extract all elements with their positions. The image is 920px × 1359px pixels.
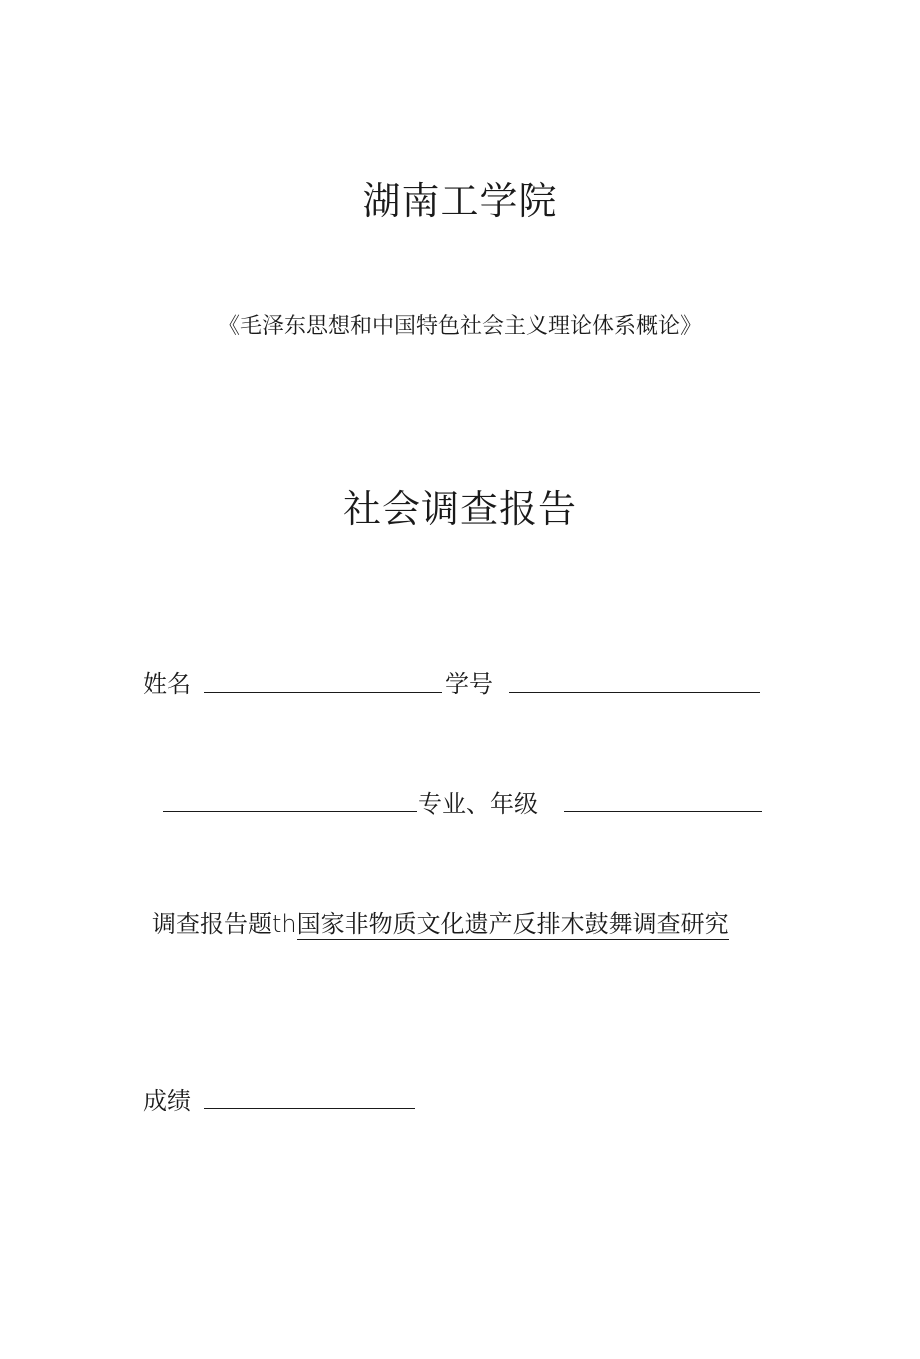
school-name: 湖南工学院 bbox=[362, 179, 558, 223]
name-field-line[interactable] bbox=[204, 692, 442, 693]
pre-major-field-line[interactable] bbox=[163, 811, 417, 812]
student-id-label: 学号 bbox=[445, 670, 493, 698]
topic-label: 调查报告题th bbox=[152, 910, 297, 938]
course-name: 《毛泽东思想和中国特色社会主义理论体系概论》 bbox=[217, 314, 702, 339]
score-field-line[interactable] bbox=[204, 1108, 415, 1109]
report-topic-row bbox=[152, 904, 729, 939]
name-label: 姓名 bbox=[143, 670, 191, 698]
major-grade-label: 专业、年级 bbox=[418, 790, 538, 818]
major-grade-field-line[interactable] bbox=[564, 811, 762, 812]
topic-value: 国家非物质文化遗产反排木鼓舞调查研究 bbox=[296, 910, 729, 938]
score-label: 成绩 bbox=[143, 1087, 191, 1115]
student-id-field-line[interactable] bbox=[509, 692, 760, 693]
report-title: 社会调查报告 bbox=[342, 487, 577, 531]
